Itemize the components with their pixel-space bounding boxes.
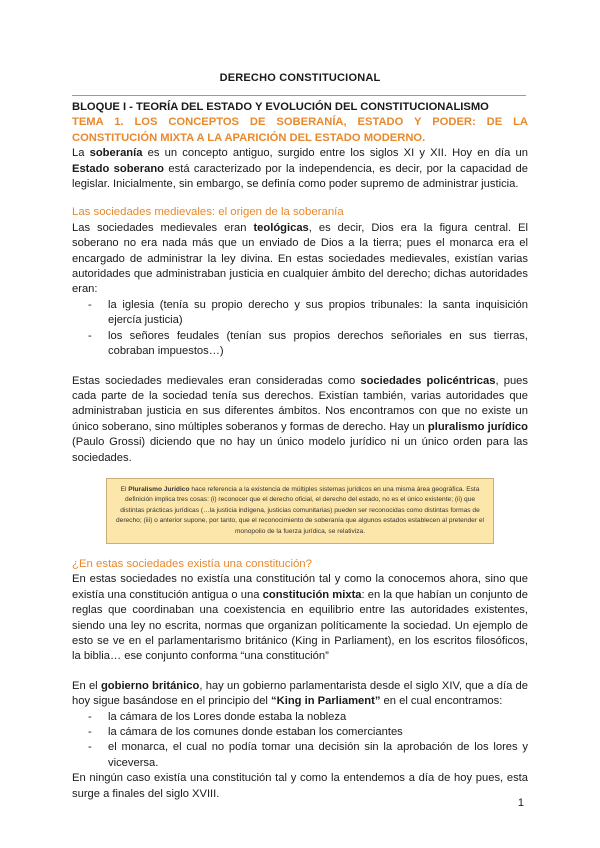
paragraph-policentricas [72, 374, 528, 466]
intro-paragraph [72, 146, 528, 192]
text-run: en el cual encontramos: [380, 695, 503, 708]
text-run: La [72, 147, 90, 160]
bold-term: gobierno británico [100, 679, 200, 692]
list-item-text: la cámara de los comunes donde estaban los comerciantes [108, 726, 403, 739]
parliament-list [72, 710, 528, 772]
text-run: , hay un gobierno parlamentarista desde el siglo XIV, que a día de hoy sigue basándose en el principio del [72, 679, 529, 708]
section-heading-constitucion: ¿En estas sociedades existía una constitución? [72, 557, 312, 570]
text-run: Estas sociedades medievales eran consideradas como [72, 374, 361, 387]
paragraph-constitucion-mixta [72, 572, 528, 664]
text-run: está caracterizado por la independencia, es decir, por la capacidad de legislar. Inicialmente, sin embargo, se definía como poder supremo de administrar justicia. [72, 162, 528, 191]
dash-bullet: - [88, 298, 92, 311]
page-number: 1 [517, 797, 524, 809]
bold-term: Pluralismo Jurídico [128, 485, 190, 493]
bold-term: soberanía [89, 147, 143, 160]
document-body [72, 100, 528, 802]
paragraph-teologicas [72, 221, 528, 298]
text-run: es un concepto antiguo, surgido entre los siglos XI y XII. Hoy en día un [142, 147, 528, 160]
text-run: (Paulo Grossi) diciendo que no hay un único modelo jurídico ni un único orden para las sociedades. [72, 436, 528, 464]
text-run: , pues cada parte de la sociedad tenía sus derechos. Existían también, varias autoridades que administraban justicia en sus diferentes ámbitos. Nos encontramos con que no existe un único soberano, sino múltiples soberanos y formas de derecho. Hay un [72, 374, 528, 433]
bold-term: Estado soberano [72, 162, 165, 175]
paragraph-gobierno-britanico [72, 679, 528, 710]
dash-bullet: - [88, 710, 92, 723]
dash-bullet: - [88, 726, 92, 739]
bold-term: pluralismo jurídico [427, 420, 528, 433]
dash-bullet: - [88, 741, 92, 754]
paragraph-conclusion: En ningún caso existía una constitución tal y como la entendemos a día de hoy pues, esta surge a finales del siglo XVIII. [72, 772, 528, 800]
text-run: : en la que habían un conjunto de reglas que coordinaban una coexistencia en equilibrio entre las autoridades existentes, siendo una ley no escrita, normas que organizan políticamente la sociedad. Un ejemplo de esto se ve en el parlamentarismo británico (King in Parliament), en los escritos filosóficos, la biblia… ese conjunto conforma “una constitución” [72, 588, 528, 663]
list-item [72, 740, 528, 771]
text-run: En estas sociedades no existía una constitución tal y como la conocemos ahora, sino que existía una constitución antigua o una [72, 573, 528, 601]
block-title: BLOQUE I - TEORÍA DEL ESTADO Y EVOLUCIÓN DEL CONSTITUCIONALISMO [72, 101, 489, 113]
text-run: , es decir, Dios era la figura central. El soberano no era nada más que un enviado de Dios a la tierra; pues el monarca era el encargado de administrar la ley divina. En estas sociedades medievales, existían varias autoridades que administraban justicia en cualquier ámbito del derecho; dichas autoridades eran: [72, 221, 528, 296]
list-item [72, 710, 528, 725]
text-run: hace referencia a la existencia de múltiples sistemas jurídicos en una misma área geográfica. Esta definición implica tres cosas: (i) reconocer que el derecho oficial, el derecho del estado, no es el único existente; (ii) que distintas prácticas jurídicas (…la justicia indígena, justicias comunitarias) pueden ser reconocidas como distintas formas de derecho; (iii) o anterior supone, por tanto, que el reconocimiento de soberanía que algunos estados establecen al pretender el monopolio de la fuerza jurídica, se relativiza. [115, 485, 485, 535]
section-heading-medievales: Las sociedades medievales: el origen de la soberanía [72, 206, 344, 219]
bold-term: sociedades policéntricas [360, 374, 496, 387]
text-run: Las sociedades medievales eran [72, 221, 254, 234]
list-item [72, 329, 528, 360]
document-title: DERECHO CONSTITUCIONAL [219, 72, 381, 84]
title-divider [72, 95, 526, 96]
pluralismo-quote-box [106, 478, 494, 544]
list-item-text: la cámara de los Lores donde estaba la nobleza [108, 710, 347, 723]
bold-term: teológicas [253, 221, 309, 234]
list-item [72, 298, 528, 329]
bold-term: “King in Parliament” [271, 695, 381, 708]
authorities-list [72, 298, 528, 360]
list-item-text: el monarca, el cual no podía tomar una decisión sin la aprobación de los lores y viceversa. [108, 741, 528, 769]
tema-title: TEMA 1. LOS CONCEPTOS DE SOBERANÍA, ESTADO Y PODER: DE LA CONSTITUCIÓN MIXTA A LA APARICIÓN DEL ESTADO MODERNO. [72, 116, 528, 144]
text-run: En el [72, 679, 101, 692]
list-item-text: la iglesia (tenía su propio derecho y sus propios tribunales: la santa inquisición ejercía justicia) [108, 298, 528, 327]
list-item-text: los señores feudales (tenían sus propios derechos señoriales en sus tierras, cobraban impuestos…) [108, 329, 528, 358]
text-run: El [120, 485, 129, 493]
list-item [72, 725, 528, 740]
dash-bullet: - [88, 329, 92, 342]
bold-term: constitución mixta [262, 588, 362, 601]
